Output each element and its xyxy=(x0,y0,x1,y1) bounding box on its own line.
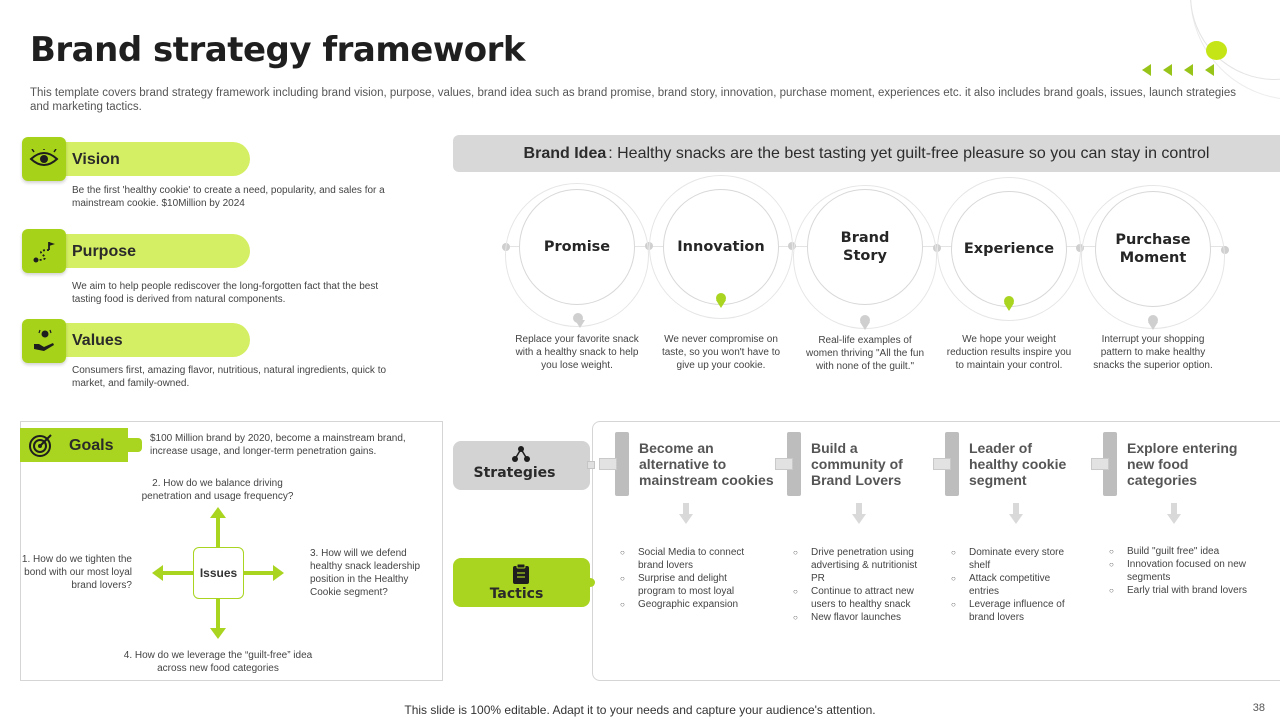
pin-marker xyxy=(575,320,585,328)
tactic-list-3 xyxy=(951,546,1076,624)
page-title: Brand strategy framework xyxy=(30,30,525,70)
strategy-bar-connector xyxy=(933,458,951,470)
strategy-title-4: Explore entering new food categories xyxy=(1127,440,1238,488)
strategies-connector xyxy=(587,461,595,469)
brand-idea-text: : Healthy snacks are the best tasting yet guilt-free pleasure so you can stay in control xyxy=(608,144,1210,162)
decor-triangle xyxy=(1184,64,1193,76)
goals-text: $100 Million brand by 2020, become a mainstream brand, increase usage, and longer-term penetration gains. xyxy=(150,433,406,457)
hand-coin-icon xyxy=(22,319,66,363)
tactic-list-4 xyxy=(1109,545,1249,597)
circle-desc-brand-story: Real-life examples of women thriving "All the fun with none of the guilt." xyxy=(805,335,925,372)
pin-marker xyxy=(716,300,726,308)
tactic-item: ○ New flavor launches xyxy=(793,611,933,624)
circle-promise: Promise xyxy=(519,189,635,305)
vision-desc: Be the first 'healthy cookie' to create a need, popularity, and sales for a mainstream cookie. $10Million by 2024 xyxy=(72,185,385,209)
issue-question-4: 4. How do we leverage the “guilt-free” idea across new food categories xyxy=(123,650,313,674)
down-arrow-icon xyxy=(1009,503,1023,525)
page-subtitle: This template covers brand strategy framework including brand vision, purpose, values, brand idea such as brand promise, brand story, innovation, purchase moment, experiences etc. it also includes brand goals, issues, launch strategies and marketing tactics. xyxy=(30,87,1237,113)
eye-icon xyxy=(22,137,66,181)
page-number: 38 xyxy=(1252,702,1265,714)
brand-idea-bar xyxy=(453,135,1280,172)
down-arrow-icon xyxy=(852,503,866,525)
circle-innovation: Innovation xyxy=(663,189,779,305)
issue-question-2: 2. How do we balance driving penetration and usage frequency? xyxy=(141,478,294,502)
vision-label: Vision xyxy=(72,151,120,168)
tactic-item: ○ Innovation focused on new segments xyxy=(1109,558,1249,584)
issue-question-3: 3. How will we defend healthy snack leadership position in the Healthy Cookie segment? xyxy=(310,548,421,598)
pin-marker xyxy=(1004,303,1014,311)
purpose-label: Purpose xyxy=(72,243,137,260)
values-desc: Consumers first, amazing flavor, nutritious, natural ingredients, quick to market, and family-owned. xyxy=(72,365,387,389)
tactic-item: ○ Social Media to connect brand lovers xyxy=(620,546,760,572)
strategy-bar-connector xyxy=(775,458,793,470)
tactic-item: ○ Drive penetration using advertising & nutritionist PR xyxy=(793,546,933,585)
decor-triangle xyxy=(1205,64,1214,76)
strategy-bar-connector xyxy=(1091,458,1109,470)
strategies-label: Strategies xyxy=(473,465,556,481)
issue-question-1: 1. How do we tighten the bond with our most loyal brand lovers? xyxy=(21,554,132,591)
strategy-bar xyxy=(615,432,629,496)
goals-tab xyxy=(126,438,142,452)
tactics-label: Tactics xyxy=(489,586,544,602)
strategy-title-2: Build a community of Brand Lovers xyxy=(811,440,903,488)
issues-box: Issues xyxy=(193,547,244,599)
circle-desc-purchase-moment: Interrupt your shopping pattern to make healthy snacks the superior option. xyxy=(1093,334,1213,371)
decor-dot xyxy=(1206,41,1227,60)
strategy-title-3: Leader of healthy cookie segment xyxy=(969,440,1067,488)
circle-purchase-moment xyxy=(1095,191,1211,307)
circle-brand-story-title: Brand Story xyxy=(840,230,890,264)
circle-desc-promise: Replace your favorite snack with a healthy snack to help you lose weight. xyxy=(515,334,639,371)
circle-purchase-moment-title: Purchase Moment xyxy=(1115,232,1191,266)
tactic-item: ○ Build "guilt free" idea xyxy=(1109,545,1249,558)
tactic-item: ○ Continue to attract new users to healthy snack xyxy=(793,585,933,611)
decor-triangle xyxy=(1142,64,1151,76)
tactic-item: ○ Geographic expansion xyxy=(620,598,760,611)
circle-brand-story xyxy=(807,189,923,305)
tactic-item: ○ Leverage influence of brand lovers xyxy=(951,598,1076,624)
tactic-item: ○ Attack competitive entries xyxy=(951,572,1076,598)
circle-experience: Experience xyxy=(951,191,1067,307)
pin-marker xyxy=(1148,322,1158,330)
footer-note: This slide is 100% editable. Adapt it to your needs and capture your audience's attention. xyxy=(404,703,876,717)
target-icon xyxy=(28,432,54,458)
circle-desc-innovation: We never compromise on taste, so you won't have to give up your cookie. xyxy=(661,334,781,371)
circle-desc-experience: We hope your weight reduction results inspire you to maintain your control. xyxy=(946,334,1072,371)
values-label: Values xyxy=(72,332,123,349)
path-flag-icon xyxy=(22,229,66,273)
tactic-list-1 xyxy=(620,546,760,611)
tactic-list-2 xyxy=(793,546,933,624)
decor-arc xyxy=(1190,0,1280,80)
tactic-item: ○ Dominate every store shelf xyxy=(951,546,1076,572)
strategy-bar-connector xyxy=(599,458,617,470)
tactic-item: ○ Surprise and delight program to most loyal xyxy=(620,572,760,598)
down-arrow-icon xyxy=(679,503,693,525)
decor-triangle xyxy=(1163,64,1172,76)
pin-marker xyxy=(860,322,870,330)
brand-idea-label: Brand Idea xyxy=(523,144,607,162)
goals-label: Goals xyxy=(69,437,114,454)
down-arrow-icon xyxy=(1167,503,1181,525)
tactics-connector xyxy=(586,578,595,587)
tactic-item: ○ Early trial with brand lovers xyxy=(1109,584,1249,597)
purpose-desc: We aim to help people rediscover the long-forgotten fact that the best tasting food is derived from natural components. xyxy=(72,281,379,305)
strategy-title-1: Become an alternative to mainstream cookies xyxy=(639,440,774,488)
